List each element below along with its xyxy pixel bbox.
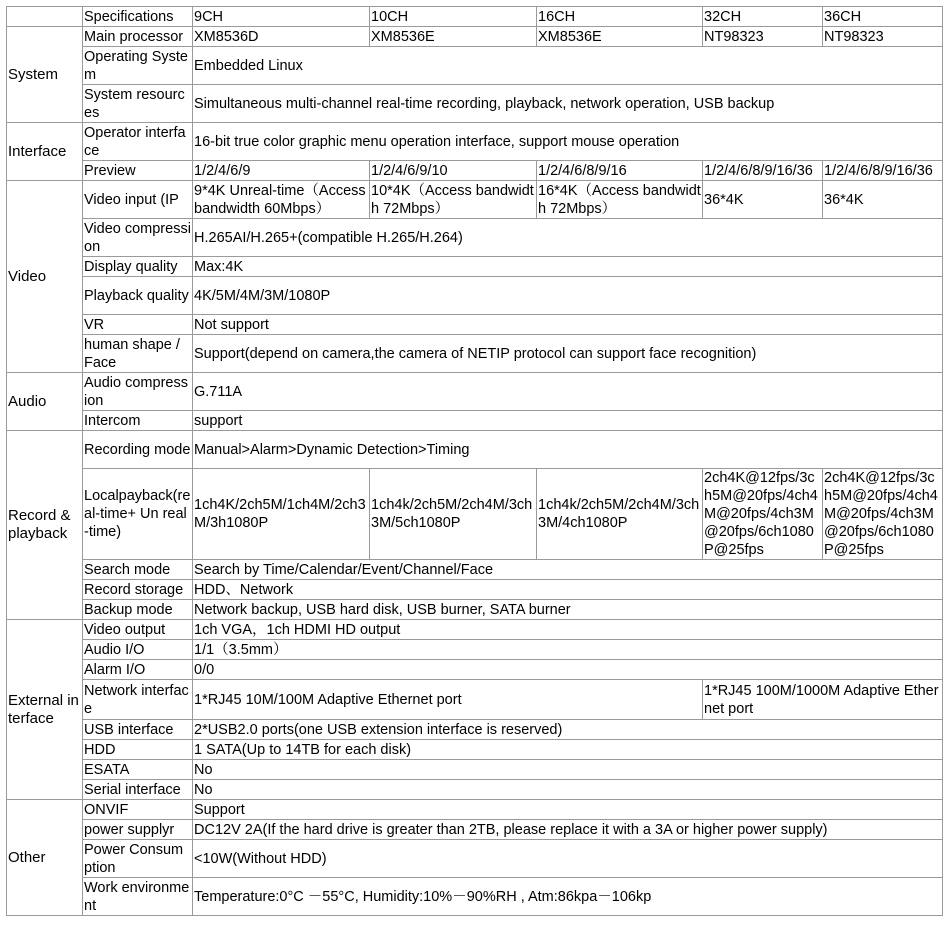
value-video-output: 1ch VGA，1ch HDMI HD output bbox=[193, 620, 943, 640]
value-power-consumption: <10W(Without HDD) bbox=[193, 840, 943, 878]
label-search-mode: Search mode bbox=[83, 560, 193, 580]
label-display-quality: Display quality bbox=[83, 257, 193, 277]
row-display-quality bbox=[7, 257, 943, 277]
group-system: System bbox=[7, 27, 83, 123]
value-playback-quality: 4K/5M/4M/3M/1080P bbox=[193, 277, 943, 315]
row-onvif bbox=[7, 800, 943, 820]
value-video-input-10ch: 10*4K（Access bandwidth 72Mbps） bbox=[370, 181, 537, 219]
value-main-processor-10ch: XM8536E bbox=[370, 27, 537, 47]
row-record-storage bbox=[7, 580, 943, 600]
row-preview bbox=[7, 161, 943, 181]
value-human-face: Support(depend on camera,the camera of NETIP protocol can support face recognition) bbox=[193, 335, 943, 373]
label-intercom: Intercom bbox=[83, 411, 193, 431]
value-esata: No bbox=[193, 760, 943, 780]
value-record-storage: HDD、Network bbox=[193, 580, 943, 600]
row-video-compression bbox=[7, 219, 943, 257]
value-main-processor-9ch: XM8536D bbox=[193, 27, 370, 47]
value-preview-9ch: 1/2/4/6/9 bbox=[193, 161, 370, 181]
row-intercom bbox=[7, 411, 943, 431]
label-hdd: HDD bbox=[83, 740, 193, 760]
label-network-interface: Network interface bbox=[83, 680, 193, 720]
row-local-playback bbox=[7, 469, 943, 560]
value-hdd: 1 SATA(Up to 14TB for each disk) bbox=[193, 740, 943, 760]
label-local-playback: Localpayback(real-time+ Un real-time) bbox=[83, 469, 193, 560]
label-operating-system: Operating System bbox=[83, 47, 193, 85]
label-backup-mode: Backup mode bbox=[83, 600, 193, 620]
row-operator-interface bbox=[7, 123, 943, 161]
value-serial-interface: No bbox=[193, 780, 943, 800]
label-work-environment: Work environment bbox=[83, 878, 193, 916]
value-local-playback-36ch: 2ch4K@12fps/3ch5M@20fps/4ch4M@20fps/4ch3M@20fps/6ch1080P@25fps bbox=[823, 469, 943, 560]
label-power-consumption: Power Consumption bbox=[83, 840, 193, 878]
row-search-mode bbox=[7, 560, 943, 580]
header-blank-cell bbox=[7, 7, 83, 27]
group-video: Video bbox=[7, 181, 83, 373]
group-other: Other bbox=[7, 800, 83, 916]
group-interface: Interface bbox=[7, 123, 83, 181]
value-network-interface-low: 1*RJ45 10M/100M Adaptive Ethernet port bbox=[193, 680, 703, 720]
value-preview-10ch: 1/2/4/6/9/10 bbox=[370, 161, 537, 181]
label-alarm-io: Alarm I/O bbox=[83, 660, 193, 680]
value-main-processor-36ch: NT98323 bbox=[823, 27, 943, 47]
label-system-resources: System resources bbox=[83, 85, 193, 123]
label-usb-interface: USB interface bbox=[83, 720, 193, 740]
label-video-output: Video output bbox=[83, 620, 193, 640]
label-power-supply: power supplyr bbox=[83, 820, 193, 840]
value-onvif: Support bbox=[193, 800, 943, 820]
row-serial-interface bbox=[7, 780, 943, 800]
value-preview-16ch: 1/2/4/6/8/9/16 bbox=[537, 161, 703, 181]
label-audio-compression: Audio compression bbox=[83, 373, 193, 411]
row-operating-system bbox=[7, 47, 943, 85]
row-alarm-io bbox=[7, 660, 943, 680]
label-main-processor: Main processor bbox=[83, 27, 193, 47]
value-local-playback-9ch: 1ch4K/2ch5M/1ch4M/2ch3M/3h1080P bbox=[193, 469, 370, 560]
value-local-playback-32ch: 2ch4K@12fps/3ch5M@20fps/4ch4M@20fps/4ch3M@20fps/6ch1080P@25fps bbox=[703, 469, 823, 560]
value-system-resources: Simultaneous multi-channel real-time recording, playback, network operation, USB backup bbox=[193, 85, 943, 123]
label-onvif: ONVIF bbox=[83, 800, 193, 820]
header-channel-36ch: 36CH bbox=[823, 7, 943, 27]
value-operator-interface: 16-bit true color graphic menu operation interface, support mouse operation bbox=[193, 123, 943, 161]
row-playback-quality bbox=[7, 277, 943, 315]
row-power-supply bbox=[7, 820, 943, 840]
label-playback-quality: Playback quality bbox=[83, 277, 193, 315]
label-serial-interface: Serial interface bbox=[83, 780, 193, 800]
value-local-playback-10ch: 1ch4k/2ch5M/2ch4M/3ch3M/5ch1080P bbox=[370, 469, 537, 560]
row-network-interface bbox=[7, 680, 943, 720]
value-operating-system: Embedded Linux bbox=[193, 47, 943, 85]
row-main-processor bbox=[7, 27, 943, 47]
label-video-input: Video input (IP bbox=[83, 181, 193, 219]
value-work-environment: Temperature:0°C －55°C, Humidity:10%－90%RH , Atm:86kpa－106kp bbox=[193, 878, 943, 916]
value-recording-mode: Manual>Alarm>Dynamic Detection>Timing bbox=[193, 431, 943, 469]
value-local-playback-16ch: 1ch4k/2ch5M/2ch4M/3ch3M/4ch1080P bbox=[537, 469, 703, 560]
row-vr bbox=[7, 315, 943, 335]
value-preview-36ch: 1/2/4/6/8/9/16/36 bbox=[823, 161, 943, 181]
row-usb-interface bbox=[7, 720, 943, 740]
header-channel-16ch: 16CH bbox=[537, 7, 703, 27]
row-hdd bbox=[7, 740, 943, 760]
value-intercom: support bbox=[193, 411, 943, 431]
value-main-processor-16ch: XM8536E bbox=[537, 27, 703, 47]
row-recording-mode bbox=[7, 431, 943, 469]
value-search-mode: Search by Time/Calendar/Event/Channel/Face bbox=[193, 560, 943, 580]
row-video-output bbox=[7, 620, 943, 640]
label-esata: ESATA bbox=[83, 760, 193, 780]
group-external-interface: External interface bbox=[7, 620, 83, 800]
value-video-compression: H.265AI/H.265+(compatible H.265/H.264) bbox=[193, 219, 943, 257]
row-video-input bbox=[7, 181, 943, 219]
label-record-storage: Record storage bbox=[83, 580, 193, 600]
row-audio-io bbox=[7, 640, 943, 660]
label-vr: VR bbox=[83, 315, 193, 335]
value-usb-interface: 2*USB2.0 ports(one USB extension interface is reserved) bbox=[193, 720, 943, 740]
spec-table bbox=[6, 6, 943, 916]
header-channel-32ch: 32CH bbox=[703, 7, 823, 27]
value-video-input-16ch: 16*4K（Access bandwidth 72Mbps） bbox=[538, 182, 701, 217]
value-alarm-io: 0/0 bbox=[193, 660, 943, 680]
value-video-input-36ch: 36*4K bbox=[823, 181, 943, 219]
row-power-consumption bbox=[7, 840, 943, 878]
label-human-face: human shape / Face bbox=[83, 335, 193, 373]
header-channel-9ch: 9CH bbox=[193, 7, 370, 27]
header-row bbox=[7, 7, 943, 27]
label-audio-io: Audio I/O bbox=[83, 640, 193, 660]
value-network-interface-high: 1*RJ45 100M/1000M Adaptive Ethernet port bbox=[703, 680, 943, 720]
row-audio-compression bbox=[7, 373, 943, 411]
group-audio: Audio bbox=[7, 373, 83, 431]
row-backup-mode bbox=[7, 600, 943, 620]
value-audio-io: 1/1（3.5mm） bbox=[193, 640, 943, 660]
value-preview-32ch: 1/2/4/6/8/9/16/36 bbox=[703, 161, 823, 181]
value-vr: Not support bbox=[193, 315, 943, 335]
header-channel-10ch: 10CH bbox=[370, 7, 537, 27]
group-record-playback: Record & playback bbox=[7, 431, 83, 620]
row-system-resources bbox=[7, 85, 943, 123]
value-main-processor-32ch: NT98323 bbox=[703, 27, 823, 47]
label-operator-interface: Operator interface bbox=[83, 123, 193, 161]
value-video-input-32ch: 36*4K bbox=[703, 181, 823, 219]
value-video-input-9ch: 9*4K Unreal-time（Access bandwidth 60Mbps） bbox=[193, 181, 370, 219]
label-preview: Preview bbox=[83, 161, 193, 181]
header-label: Specifications bbox=[83, 7, 193, 27]
row-work-environment bbox=[7, 878, 943, 916]
value-audio-compression: G.711A bbox=[193, 373, 943, 411]
value-power-supply: DC12V 2A(If the hard drive is greater than 2TB, please replace it with a 3A or higher power supply) bbox=[193, 820, 943, 840]
value-display-quality: Max:4K bbox=[193, 257, 943, 277]
value-backup-mode: Network backup, USB hard disk, USB burner, SATA burner bbox=[193, 600, 943, 620]
label-video-compression: Video compression bbox=[84, 220, 191, 255]
row-human-face bbox=[7, 335, 943, 373]
label-recording-mode: Recording mode bbox=[83, 431, 193, 469]
row-esata bbox=[7, 760, 943, 780]
